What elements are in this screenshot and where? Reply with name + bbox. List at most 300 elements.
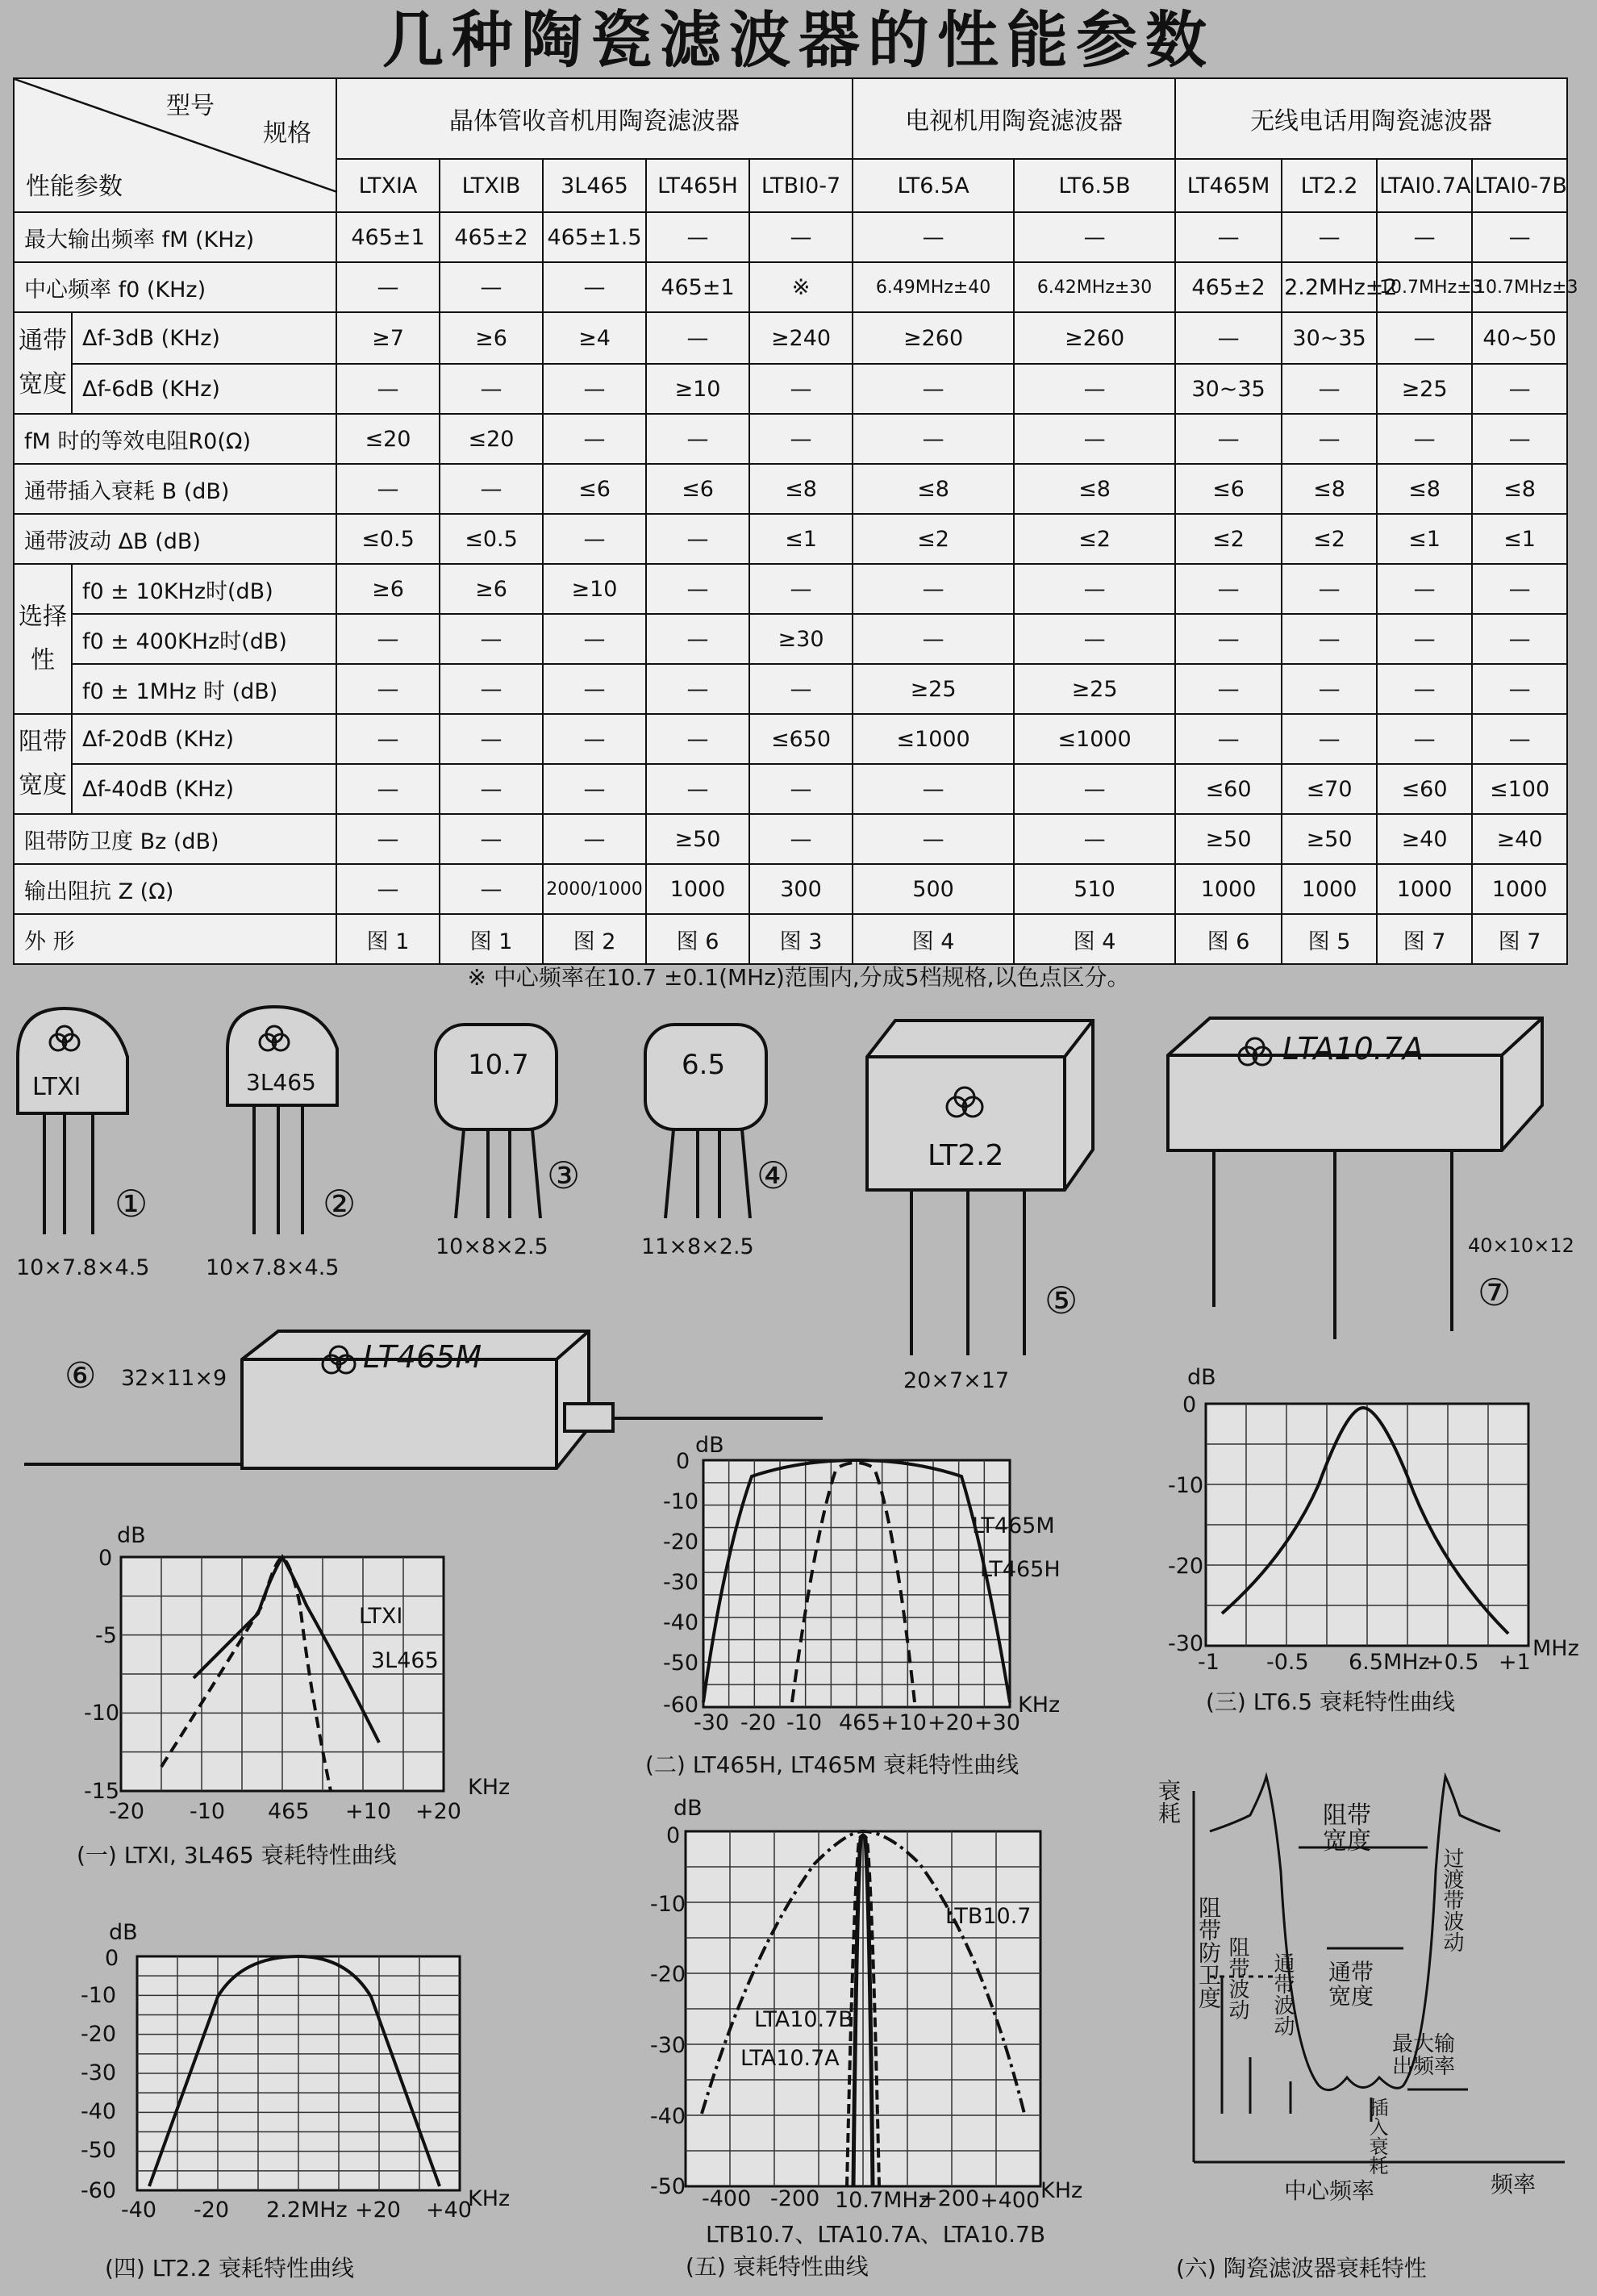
- table-row: [14, 814, 1567, 864]
- model-header: LTAI0.7A: [1377, 159, 1472, 212]
- table-cell: ≥50: [1175, 814, 1282, 864]
- table-cell: —: [1472, 614, 1567, 664]
- table-cell: ≥6: [440, 312, 543, 364]
- table-cell: —: [440, 864, 543, 914]
- table-cell: 图 2: [543, 914, 646, 964]
- chart-1-unit: KHz: [468, 1775, 511, 1800]
- table-cell: 300: [749, 864, 853, 914]
- table-cell: —: [853, 364, 1014, 414]
- row-label: 通带波动 ΔB (dB): [14, 514, 336, 564]
- table-cell: 465±2: [1175, 262, 1282, 312]
- row-group-label: 选择性: [14, 564, 72, 714]
- table-cell: —: [853, 414, 1014, 464]
- table-cell: —: [1014, 814, 1175, 864]
- table-row: [14, 212, 1567, 262]
- chart-2-xtick: +30: [974, 1710, 1020, 1735]
- chart-3-ytick: -20: [1168, 1554, 1204, 1579]
- table-cell: ≤8: [749, 464, 853, 514]
- chart-2-xtick: +20: [928, 1710, 974, 1735]
- chart-3-ylabel: dB: [1187, 1365, 1216, 1390]
- table-cell: ≤0.5: [440, 514, 543, 564]
- chart-1-xtick: +10: [345, 1799, 391, 1824]
- table-cell: —: [646, 212, 749, 262]
- chart-4-caption: (四) LT2.2 衰耗特性曲线: [105, 2255, 355, 2281]
- header-model: 型号: [166, 92, 215, 120]
- table-cell: —: [336, 464, 440, 514]
- chart-3-xtick: +1: [1499, 1650, 1531, 1675]
- table-cell: —: [543, 614, 646, 664]
- table-row: [14, 664, 1567, 714]
- chart-1-xtick: +20: [415, 1799, 461, 1824]
- chart-5-ytick: -50: [650, 2174, 686, 2199]
- chart-2-ylabel: dB: [695, 1433, 724, 1458]
- table-cell: 图 7: [1472, 914, 1567, 964]
- chart-4-ytick: -60: [81, 2178, 117, 2203]
- table-cell: —: [1377, 614, 1472, 664]
- table-cell: —: [749, 664, 853, 714]
- chart-6-stop-bw: 阻带宽度: [1323, 1801, 1371, 1856]
- table-cell: —: [440, 464, 543, 514]
- table-cell: —: [1282, 212, 1377, 262]
- table-cell: —: [853, 764, 1014, 814]
- table-cell: —: [1175, 414, 1282, 464]
- chart-5-ytick: -20: [650, 1962, 686, 1987]
- table-cell: —: [1472, 664, 1567, 714]
- table-cell: —: [440, 764, 543, 814]
- chart-1-ytick: -10: [84, 1701, 120, 1726]
- component-3-label: 10.7: [468, 1049, 529, 1081]
- table-cell: —: [1282, 714, 1377, 764]
- chart-1-ytick: -5: [95, 1623, 117, 1648]
- table-cell: 图 1: [336, 914, 440, 964]
- table-cell: ≤1: [1472, 514, 1567, 564]
- model-header: LT6.5A: [853, 159, 1014, 212]
- table-cell: 图 6: [1175, 914, 1282, 964]
- table-cell: ≥50: [1282, 814, 1377, 864]
- row-label: fM 时的等效电阻R0(Ω): [14, 414, 336, 464]
- chart-5-ytick: 0: [666, 1823, 681, 1848]
- chart-4-ytick: 0: [105, 1946, 119, 1971]
- group-phone: 无线电话用陶瓷滤波器: [1175, 78, 1567, 159]
- model-header: LTXIB: [440, 159, 543, 212]
- table-row: [14, 714, 1567, 764]
- table-cell: —: [853, 212, 1014, 262]
- chart-4-ytick: -20: [81, 2022, 117, 2047]
- table-cell: ≥6: [440, 564, 543, 614]
- table-cell: 510: [1014, 864, 1175, 914]
- table-cell: —: [646, 414, 749, 464]
- table-cell: 图 1: [440, 914, 543, 964]
- header-corner: [14, 78, 336, 212]
- table-cell: —: [336, 262, 440, 312]
- table-cell: —: [749, 764, 853, 814]
- table-cell: ≥240: [749, 312, 853, 364]
- chart-5-unit: KHz: [1040, 2178, 1083, 2203]
- chart-5-plot: [686, 1831, 1049, 2194]
- row-label: 最大输出频率 fM (KHz): [14, 212, 336, 262]
- chart-4-unit: KHz: [468, 2186, 511, 2211]
- chart-6-pass-ripple: 通带波动: [1270, 1952, 1295, 2036]
- chart-5-series-label: LTA10.7B: [754, 2007, 853, 2032]
- model-header: LT2.2: [1282, 159, 1377, 212]
- table-cell: ≤6: [646, 464, 749, 514]
- table-cell: ≥260: [853, 312, 1014, 364]
- table-cell: ≥4: [543, 312, 646, 364]
- chart-4-xtick: 2.2MHz: [266, 2198, 348, 2223]
- component-2-dims: 10×7.8×4.5: [206, 1255, 340, 1280]
- table-cell: —: [749, 212, 853, 262]
- chart-5-ylabel: dB: [673, 1796, 703, 1821]
- header-spec: 规格: [263, 119, 311, 148]
- table-cell: —: [646, 564, 749, 614]
- table-row: [14, 564, 1567, 614]
- chart-1-xtick: -20: [109, 1799, 145, 1824]
- chart-2-unit: KHz: [1018, 1693, 1061, 1718]
- table-cell: ≤2: [1175, 514, 1282, 564]
- table-cell: 图 7: [1377, 914, 1472, 964]
- header-param: 性能参数: [26, 173, 123, 201]
- table-cell: ※: [749, 262, 853, 312]
- component-7-number: ⑦: [1478, 1271, 1512, 1314]
- table-cell: —: [336, 664, 440, 714]
- table-cell: ≥260: [1014, 312, 1175, 364]
- table-row: [14, 262, 1567, 312]
- chart-5-caption: (五) 衰耗特性曲线: [686, 2253, 869, 2280]
- row-label: 输出阻抗 Z (Ω): [14, 864, 336, 914]
- chart-3-xtick: 6.5MHz: [1349, 1650, 1430, 1675]
- table-row: [14, 464, 1567, 514]
- table-cell: —: [1282, 364, 1377, 414]
- table-row: [14, 764, 1567, 814]
- chart-3-xtick: +0.5: [1426, 1650, 1479, 1675]
- table-cell: —: [1282, 564, 1377, 614]
- table-cell: 图 3: [749, 914, 853, 964]
- table-cell: ≤1000: [1014, 714, 1175, 764]
- chart-2-xtick: -20: [740, 1710, 777, 1735]
- table-cell: —: [1014, 364, 1175, 414]
- table-cell: 465±1.5: [543, 212, 646, 262]
- table-cell: ≤70: [1282, 764, 1377, 814]
- component-1-number: ①: [115, 1182, 148, 1225]
- chart-6-pass-bw: 通带宽度: [1328, 1959, 1374, 2010]
- table-cell: 1000: [1282, 864, 1377, 914]
- table-cell: —: [440, 614, 543, 664]
- chart-3-unit: MHz: [1532, 1636, 1579, 1661]
- chart-1-ytick: 0: [98, 1546, 113, 1571]
- table-cell: —: [853, 614, 1014, 664]
- chart-6-insert-loss: 插入衰耗: [1366, 2098, 1388, 2175]
- table-cell: ≤1: [749, 514, 853, 564]
- component-1-dims: 10×7.8×4.5: [16, 1255, 150, 1280]
- table-cell: ≤8: [853, 464, 1014, 514]
- table-cell: ≥25: [1377, 364, 1472, 414]
- table-cell: —: [1014, 212, 1175, 262]
- table-cell: 30~35: [1175, 364, 1282, 414]
- chart-5-xtick: +200: [919, 2186, 980, 2211]
- chart-5-ytick: -30: [650, 2033, 686, 2058]
- table-cell: ≤20: [440, 414, 543, 464]
- table-cell: 1000: [1472, 864, 1567, 914]
- component-6-label: LT465M: [363, 1339, 482, 1375]
- table-cell: —: [646, 664, 749, 714]
- table-cell: —: [440, 814, 543, 864]
- chart-3-xtick: -0.5: [1266, 1650, 1309, 1675]
- chart-2-xtick: -30: [694, 1710, 730, 1735]
- table-cell: —: [440, 364, 543, 414]
- table-cell: ≤8: [1472, 464, 1567, 514]
- chart-1-caption: (一) LTXI, 3L465 衰耗特性曲线: [77, 1842, 397, 1868]
- row-group-label: 通带宽度: [14, 312, 72, 414]
- chart-3-ytick: -30: [1168, 1631, 1204, 1656]
- table-cell: —: [543, 664, 646, 714]
- chart-1-xtick: 465: [268, 1799, 310, 1824]
- table-cell: —: [440, 262, 543, 312]
- row-label: 通带插入衰耗 B (dB): [14, 464, 336, 514]
- table-cell: ≤20: [336, 414, 440, 464]
- chart-6-transition-ripple: 过渡带波动: [1440, 1847, 1464, 1952]
- table-cell: —: [336, 764, 440, 814]
- chart-6-yaxis: 衰耗: [1155, 1779, 1182, 1824]
- table-row: [14, 614, 1567, 664]
- table-cell: —: [1472, 364, 1567, 414]
- table-cell: —: [1377, 414, 1472, 464]
- row-label: Δf-6dB (KHz): [72, 364, 336, 414]
- table-cell: —: [646, 312, 749, 364]
- table-cell: 图 6: [646, 914, 749, 964]
- chart-5-caption: LTB10.7、LTA10.7A、LTA10.7B: [706, 2221, 1046, 2248]
- table-cell: 图 5: [1282, 914, 1377, 964]
- chart-2-series-label: LT465M: [972, 1513, 1055, 1538]
- table-cell: —: [1014, 764, 1175, 814]
- chart-3-xtick: -1: [1198, 1650, 1220, 1675]
- chart-5-xtick: +400: [980, 2188, 1040, 2213]
- table-cell: ≤100: [1472, 764, 1567, 814]
- table-cell: ≤1: [1377, 514, 1472, 564]
- component-7-label: LTA10.7A: [1282, 1031, 1424, 1067]
- chart-5-series-label: LTB10.7: [945, 1904, 1032, 1929]
- chart-1-ytick: -15: [84, 1779, 120, 1804]
- table-cell: —: [1282, 614, 1377, 664]
- row-label: f0 ± 400KHz时(dB): [72, 614, 336, 664]
- component-3-number: ③: [547, 1154, 581, 1197]
- table-cell: —: [1175, 664, 1282, 714]
- table-row: [14, 312, 1567, 364]
- table-cell: ≤8: [1377, 464, 1472, 514]
- component-6-number: ⑥: [65, 1355, 97, 1396]
- table-cell: 6.49MHz±40: [853, 262, 1014, 312]
- chart-3-ytick: 0: [1182, 1392, 1197, 1417]
- component-3-dims: 10×8×2.5: [436, 1234, 548, 1259]
- component-4-label: 6.5: [682, 1049, 726, 1081]
- table-cell: 465±1: [646, 262, 749, 312]
- table-cell: —: [543, 262, 646, 312]
- table-note: ※ 中心频率在10.7 ±0.1(MHz)范围内,分成5档规格,以色点区分。: [467, 964, 1130, 991]
- table-cell: —: [1377, 312, 1472, 364]
- table-cell: ≥10: [543, 564, 646, 614]
- table-cell: —: [440, 714, 543, 764]
- chart-4-ylabel: dB: [109, 1920, 138, 1945]
- table-cell: —: [1175, 564, 1282, 614]
- table-cell: —: [336, 614, 440, 664]
- table-cell: ≥25: [1014, 664, 1175, 714]
- table-cell: —: [1175, 714, 1282, 764]
- table-cell: —: [1377, 714, 1472, 764]
- row-label: 中心频率 f0 (KHz): [14, 262, 336, 312]
- table-cell: —: [1175, 614, 1282, 664]
- component-2-label: 3L465: [246, 1069, 316, 1096]
- component-5-number: ⑤: [1045, 1279, 1078, 1322]
- table-cell: ≤1000: [853, 714, 1014, 764]
- table-cell: —: [1377, 212, 1472, 262]
- chart-2-ytick: 0: [676, 1449, 690, 1474]
- spec-table: [13, 77, 1578, 954]
- table-cell: —: [749, 414, 853, 464]
- table-cell: ≤8: [1014, 464, 1175, 514]
- chart-1-plot: [121, 1557, 460, 1799]
- table-cell: 2000/1000: [543, 864, 646, 914]
- table-cell: ≤2: [1014, 514, 1175, 564]
- table-cell: 10.7MHz±3: [1472, 262, 1567, 312]
- chart-1-series-label: 3L465: [371, 1648, 439, 1673]
- table-cell: —: [646, 514, 749, 564]
- component-7-dims: 40×10×12: [1468, 1234, 1574, 1257]
- model-header: 3L465: [543, 159, 646, 212]
- table-cell: ≤2: [853, 514, 1014, 564]
- chart-1-ylabel: dB: [117, 1523, 146, 1548]
- table-cell: —: [1175, 312, 1282, 364]
- chart-2-ytick: -40: [663, 1610, 699, 1635]
- chart-2-xtick: 465: [839, 1710, 881, 1735]
- table-cell: ≤0.5: [336, 514, 440, 564]
- table-cell: —: [1472, 414, 1567, 464]
- chart-4-xtick: -20: [194, 2198, 230, 2223]
- component-6-dims: 32×11×9: [121, 1366, 227, 1391]
- table-row: [14, 414, 1567, 464]
- component-4-number: ④: [757, 1154, 790, 1197]
- table-cell: —: [336, 364, 440, 414]
- row-label: 阻带防卫度 Bz (dB): [14, 814, 336, 864]
- table-cell: —: [336, 814, 440, 864]
- chart-4-xtick: -40: [121, 2198, 157, 2223]
- table-cell: —: [1472, 564, 1567, 614]
- table-cell: —: [1282, 414, 1377, 464]
- table-cell: —: [336, 714, 440, 764]
- chart-4-ytick: -50: [81, 2138, 117, 2163]
- table-cell: —: [543, 364, 646, 414]
- table-row: [14, 864, 1567, 914]
- row-group-label: 阻带宽度: [14, 714, 72, 814]
- table-cell: —: [1472, 714, 1567, 764]
- group-tv: 电视机用陶瓷滤波器: [853, 78, 1175, 159]
- table-cell: 图 4: [853, 914, 1014, 964]
- table-cell: —: [1014, 564, 1175, 614]
- table-cell: —: [543, 714, 646, 764]
- chart-2-ytick: -50: [663, 1651, 699, 1676]
- chart-4-ytick: -30: [81, 2060, 117, 2085]
- table-cell: ≤6: [543, 464, 646, 514]
- model-header: LT465H: [646, 159, 749, 212]
- table-cell: 图 4: [1014, 914, 1175, 964]
- row-label: f0 ± 1MHz 时 (dB): [72, 664, 336, 714]
- table-cell: ≤60: [1175, 764, 1282, 814]
- model-header: LTBI0-7: [749, 159, 853, 212]
- table-cell: —: [1014, 614, 1175, 664]
- chart-4-plot: [137, 1956, 468, 2198]
- table-cell: ≥40: [1472, 814, 1567, 864]
- chart-3-ytick: -10: [1168, 1473, 1204, 1498]
- chart-6-stop-ripple: 阻带波动: [1225, 1936, 1249, 2020]
- row-label: f0 ± 10KHz时(dB): [72, 564, 336, 614]
- table-cell: —: [749, 814, 853, 864]
- row-label: Δf-20dB (KHz): [72, 714, 336, 764]
- table-cell: —: [543, 814, 646, 864]
- table-cell: ≥10: [646, 364, 749, 414]
- table-cell: 1000: [1377, 864, 1472, 914]
- table-cell: ≥30: [749, 614, 853, 664]
- chart-6-stop-guard: 阻带防卫度: [1195, 1896, 1222, 2009]
- table-cell: 10.7MHz±3: [1377, 262, 1472, 312]
- table-cell: —: [646, 614, 749, 664]
- group-radio: 晶体管收音机用陶瓷滤波器: [336, 78, 853, 159]
- chart-5-ytick: -10: [650, 1892, 686, 1917]
- table-cell: ≥7: [336, 312, 440, 364]
- table-cell: —: [749, 564, 853, 614]
- chart-2-xtick: +10: [881, 1710, 927, 1735]
- table-cell: ≤6: [1175, 464, 1282, 514]
- chart-3-plot: [1206, 1404, 1537, 1654]
- table-cell: 1000: [646, 864, 749, 914]
- model-header: LT465M: [1175, 159, 1282, 212]
- model-header: LTXIA: [336, 159, 440, 212]
- table-cell: 465±2: [440, 212, 543, 262]
- page-title: 几种陶瓷滤波器的性能参数: [382, 4, 1215, 76]
- chart-2-xtick: -10: [786, 1710, 823, 1735]
- table-cell: —: [336, 864, 440, 914]
- table-cell: —: [853, 564, 1014, 614]
- table-cell: ≥25: [853, 664, 1014, 714]
- table-cell: —: [1472, 212, 1567, 262]
- component-4-dims: 11×8×2.5: [641, 1234, 754, 1259]
- component-1-label: LTXI: [32, 1073, 81, 1101]
- table-cell: ≥50: [646, 814, 749, 864]
- table-cell: —: [1377, 564, 1472, 614]
- chart-4-ytick: -10: [81, 1983, 117, 2008]
- table-cell: —: [543, 764, 646, 814]
- chart-2-ytick: -30: [663, 1570, 699, 1595]
- row-label: 外 形: [14, 914, 336, 964]
- chart-2-ytick: -10: [663, 1489, 699, 1514]
- table-cell: —: [1014, 414, 1175, 464]
- table-cell: —: [543, 514, 646, 564]
- table-row: [14, 364, 1567, 414]
- chart-1-xtick: -10: [190, 1799, 226, 1824]
- table-cell: —: [646, 764, 749, 814]
- table-cell: ≥6: [336, 564, 440, 614]
- table-cell: —: [1377, 664, 1472, 714]
- chart-2-ytick: -60: [663, 1693, 699, 1718]
- table-cell: —: [543, 414, 646, 464]
- chart-5-xtick: -400: [702, 2186, 752, 2211]
- chart-2-plot: [703, 1460, 1026, 1718]
- chart-5-ytick: -40: [650, 2104, 686, 2129]
- chart-6-max-out: 最大输出频率: [1392, 2032, 1456, 2079]
- chart-2-caption: (二) LT465H, LT465M 衰耗特性曲线: [645, 1751, 1019, 1778]
- table-cell: 1000: [1175, 864, 1282, 914]
- table-cell: 30~35: [1282, 312, 1377, 364]
- chart-6-center: 中心频率: [1284, 2177, 1375, 2204]
- component-2-number: ②: [323, 1182, 357, 1225]
- table-cell: ≤8: [1282, 464, 1377, 514]
